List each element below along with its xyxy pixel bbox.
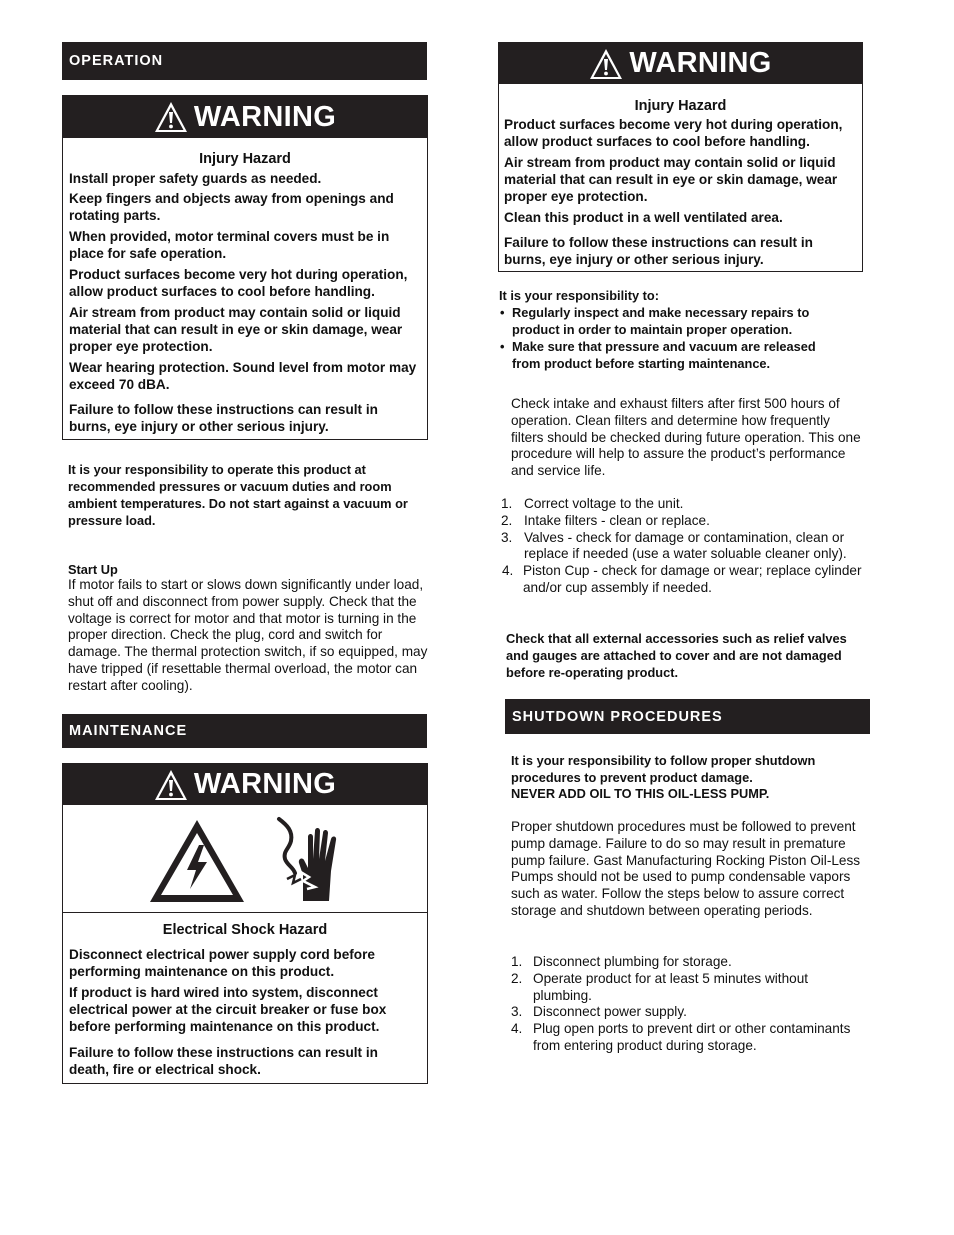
filters-text: Check intake and exhaust filters after first 500 hours of operation. Clean filters and determine how frequently filters should be checked during future operation. This one procedure will help to assure the product’s performance and service life. <box>511 396 861 479</box>
warning-line: Disconnect electrical power supply cord before performing maintenance on this product. <box>69 947 375 979</box>
startup-title: Start Up <box>68 562 118 577</box>
warning-line: Failure to follow these instructions can result in death, fire or electrical shock. <box>69 1045 378 1077</box>
maintenance-section-header <box>62 714 427 748</box>
warning-line: Wear hearing protection. Sound level from motor may exceed 70 dBA. <box>69 360 417 392</box>
list-item: 3. Valves - check for damage or contamination, clean or replace if needed (use a water soluable cleaner only). <box>501 529 847 562</box>
shutdown-text: Proper shutdown procedures must be followed to prevent pump damage. Failure to do so may result in premature pump failure. Gast Manufacturing Rocking Piston Oil-Less Pumps should not be used to pump condensable vapors such as water. Follow the steps below to assure correct storage and shutdown between operating periods. <box>511 819 861 918</box>
shock-pictogram-area <box>63 805 427 913</box>
operation-warning-box <box>62 95 428 440</box>
warning-triangle-icon <box>154 100 188 134</box>
maintenance-checklist <box>501 496 865 597</box>
warning-line: When provided, motor terminal covers must be in place for safe operation. <box>69 229 390 261</box>
right-warning-header <box>499 43 862 84</box>
warning-line: Product surfaces become very hot during operation, allow product surfaces to cool before handling. <box>504 117 843 149</box>
injury-hazard-title: Injury Hazard <box>634 98 727 114</box>
electric-shock-triangle-icon <box>147 817 247 905</box>
list-item: • Make sure that pressure and vacuum are released from product before starting maintenance. <box>499 338 839 372</box>
warning-line: Air stream from product may contain solid or liquid material that can result in eye or skin damage, wear proper eye protection. <box>504 155 838 204</box>
list-item: 2. Operate product for at least 5 minutes without plumbing. <box>511 970 809 1003</box>
warning-triangle-icon <box>154 768 188 802</box>
list-item: 3. Disconnect power supply. <box>511 1004 687 1020</box>
shutdown-section-title: SHUTDOWN PROCEDURES <box>512 708 723 725</box>
list-item: 1. Correct voltage to the unit. <box>501 496 684 511</box>
shutdown-responsibility-text: It is your responsibility to follow proper shutdown procedures to prevent product damage. <box>511 753 816 785</box>
warning-title: WARNING <box>193 100 337 133</box>
maintenance-responsibility-intro: It is your responsibility to: <box>499 288 659 303</box>
warning-line: Install proper safety guards as needed. <box>69 171 322 186</box>
warning-title: WARNING <box>629 47 772 79</box>
operation-warning-header <box>63 96 427 138</box>
maintenance-section-title: MAINTENANCE <box>69 723 188 739</box>
maintenance-warning-box <box>62 763 428 1084</box>
never-add-oil-text: NEVER ADD OIL TO THIS OIL-LESS PUMP. <box>511 786 770 801</box>
responsibility-list <box>499 304 839 372</box>
injury-hazard-title: Injury Hazard <box>199 151 291 167</box>
right-warning-box <box>498 42 863 272</box>
operation-responsibility-text: It is your responsibility to operate this product at recommended pressures or vacuum duties and room ambient temperatures. Do not start against a vacuum or pressure load. <box>68 462 408 528</box>
shutdown-section-header <box>505 699 870 734</box>
list-item: • Regularly inspect and make necessary repairs to product in order to maintain proper operation. <box>499 304 839 338</box>
warning-triangle-icon <box>589 47 623 81</box>
warning-line: Product surfaces become very hot during operation, allow product surfaces to cool before handling. <box>69 267 408 299</box>
warning-title: WARNING <box>193 768 337 800</box>
warning-line: Keep fingers and objects away from openings and rotating parts. <box>69 191 394 223</box>
operation-section-title: OPERATION <box>69 53 164 69</box>
warning-line: Failure to follow these instructions can result in burns, eye injury or other serious injury. <box>69 402 378 434</box>
warning-line: Air stream from product may contain solid or liquid material that can result in eye or skin damage, wear proper eye protection. <box>69 305 403 354</box>
hand-shock-icon <box>273 813 351 903</box>
warning-line: Clean this product in a well ventilated area. <box>504 210 783 225</box>
warning-line: Failure to follow these instructions can result in burns, eye injury or other serious injury. <box>504 235 813 267</box>
warning-line: If product is hard wired into system, disconnect electrical power at the circuit breaker or fuse box before performing maintenance on this product. <box>69 985 387 1034</box>
accessories-text: Check that all external accessories such as relief valves and gauges are attached to cover and are not damaged before re-operating product. <box>506 631 847 680</box>
list-item: 1. Disconnect plumbing for storage. <box>511 954 732 969</box>
maintenance-warning-header <box>63 764 427 805</box>
list-item: 4. Plug open ports to prevent dirt or other contaminants from entering product during storage. <box>511 1021 851 1053</box>
startup-text: If motor fails to start or slows down significantly under load, shut off and disconnect from power supply. Check that the voltage is correct for motor and that motor is turning in the proper direction. Check the plug, cord and switch for damage. The thermal protection switch, if so equipped, may have tripped (if resettable thermal overload, the motor can restart after cooling). <box>68 577 428 693</box>
shutdown-steps <box>511 954 863 1055</box>
electrical-shock-hazard-title: Electrical Shock Hazard <box>162 922 328 938</box>
list-item: 2. Intake filters - clean or replace. <box>501 512 710 528</box>
operation-section-header <box>62 42 427 80</box>
list-item: 4. Piston Cup - check for damage or wear; replace cylinder and/or cup assembly if needed. <box>502 563 862 595</box>
